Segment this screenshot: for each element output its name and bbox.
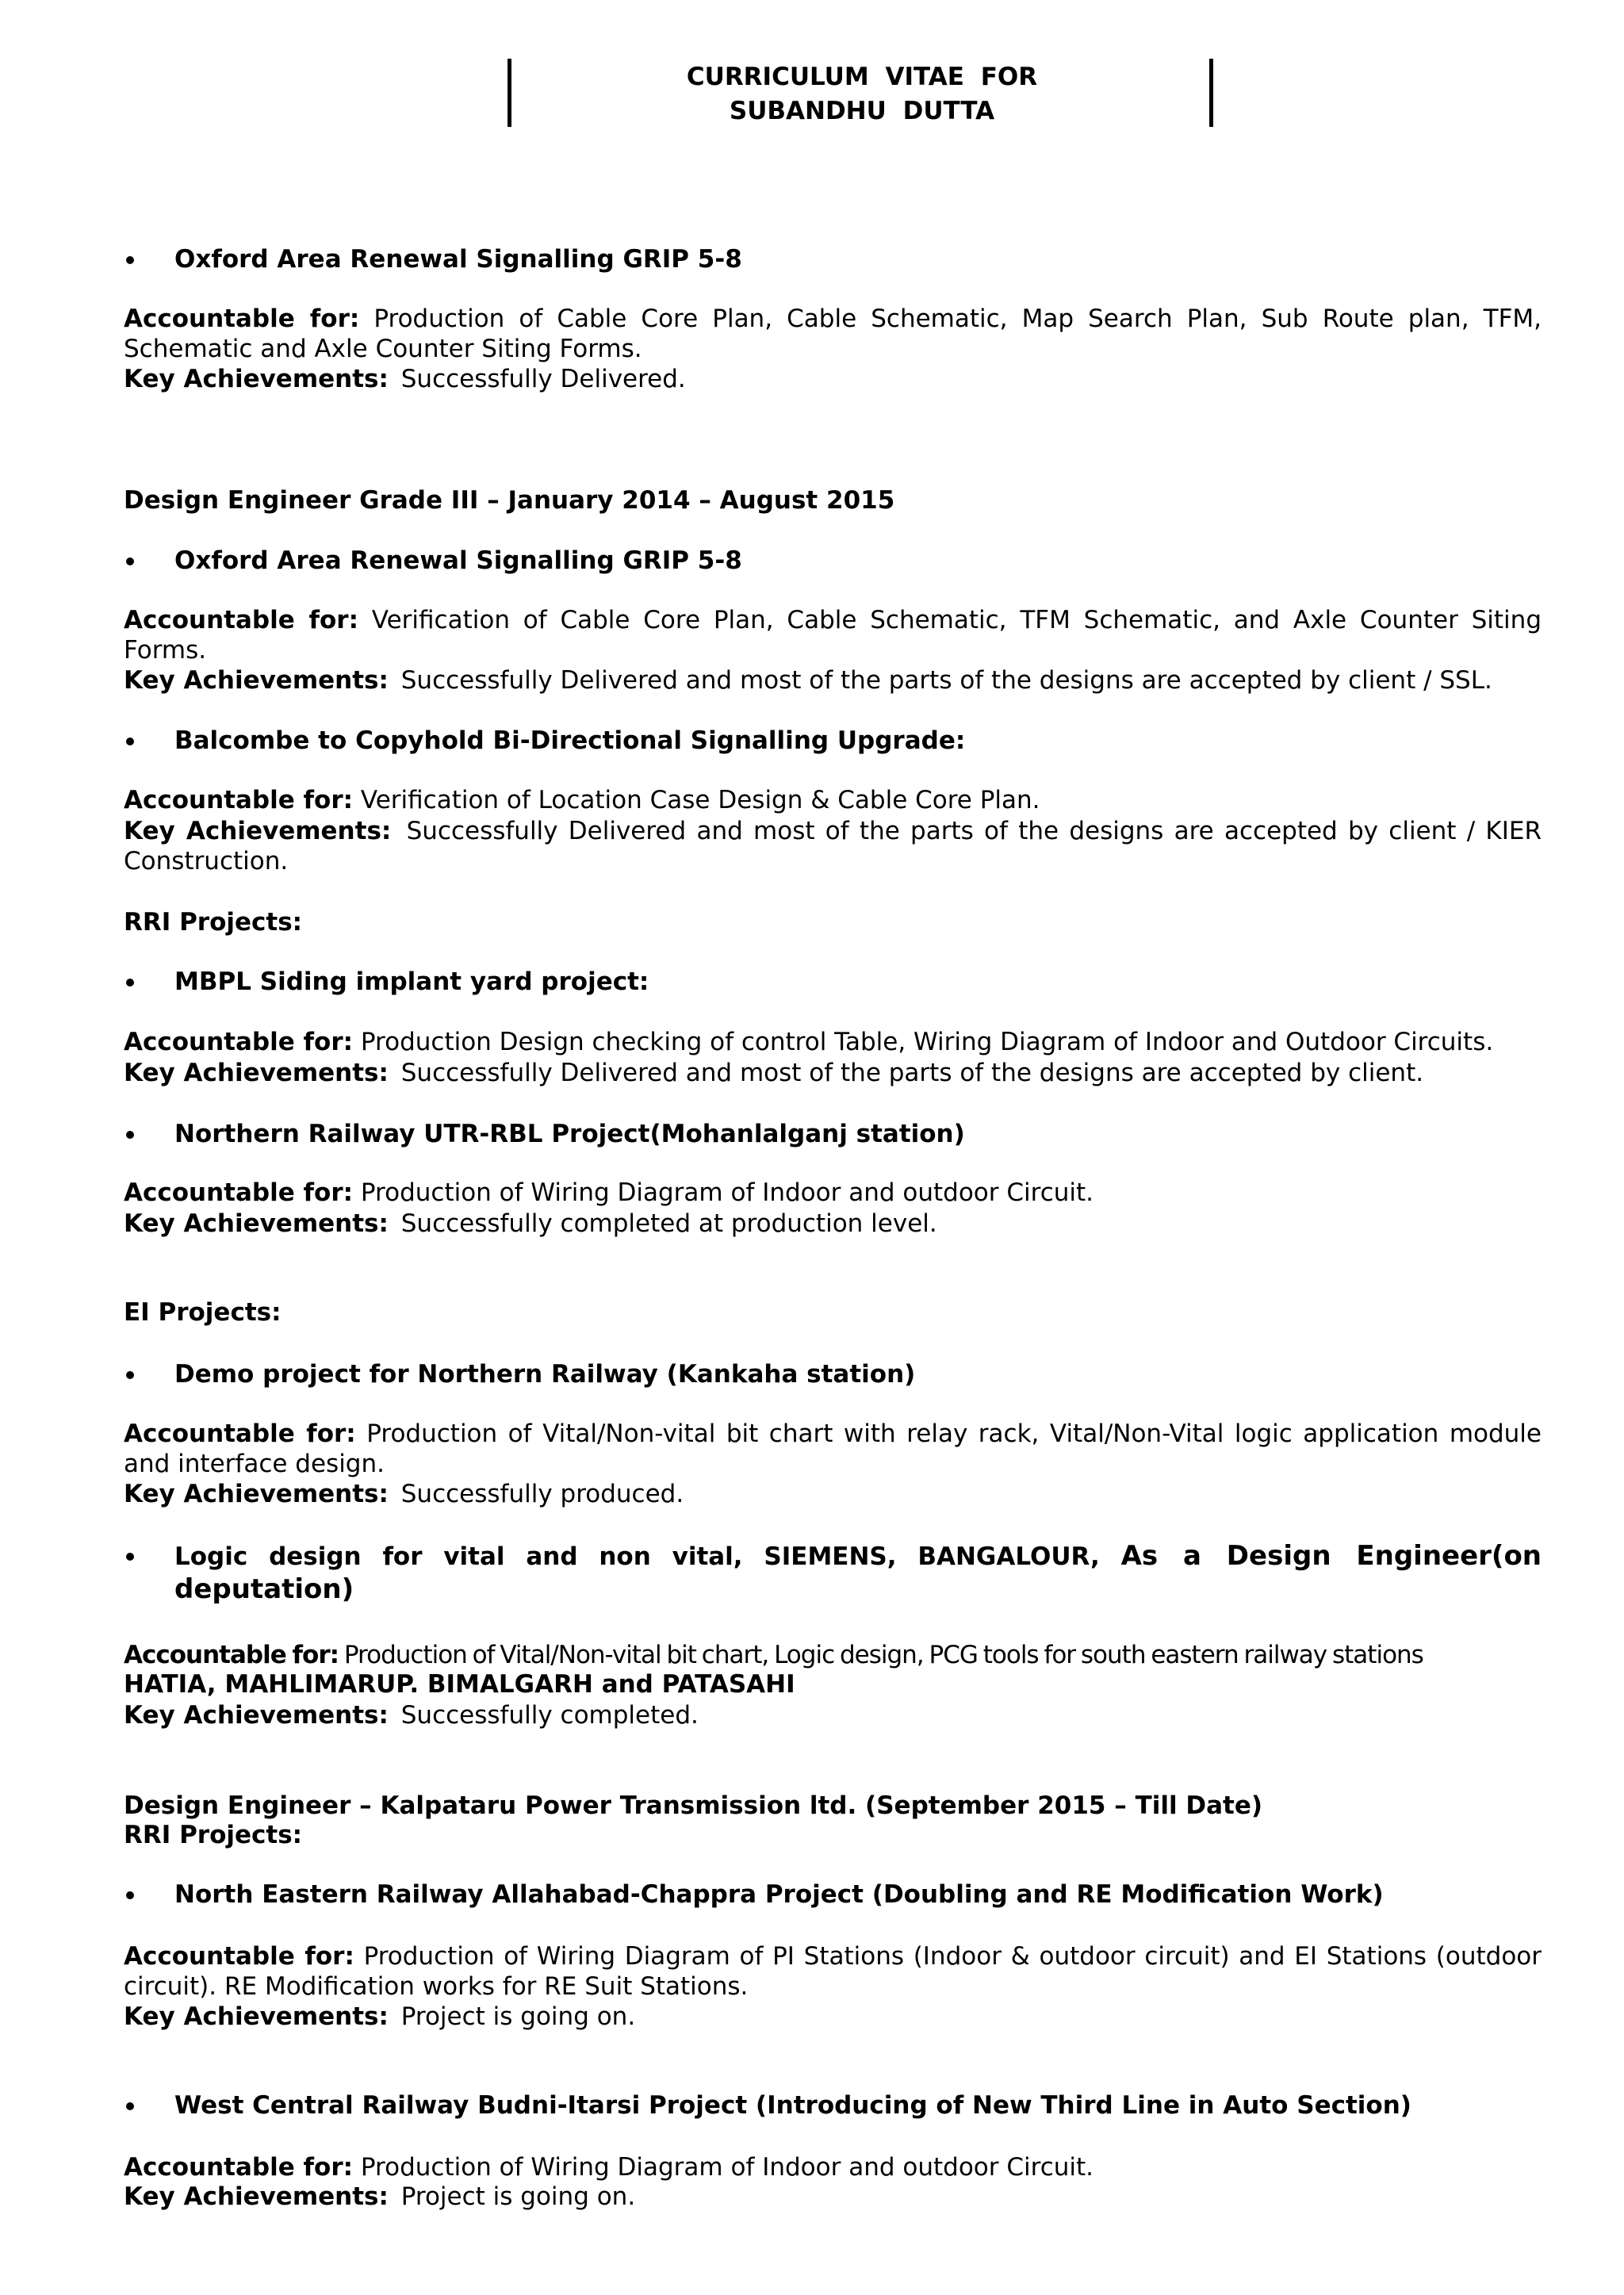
accountable-paragraph [124,1027,1542,1057]
accountable-label: Accountable for: [124,1178,354,1207]
accountable-label: Accountable for: [124,786,354,814]
project-title: Balcombe to Copyhold Bi-Directional Signalling Upgrade: [174,726,966,755]
stations-list: HATIA, MAHLIMARUP. BIMALGARH and PATASAHI [124,1670,795,1699]
achievements-label: Key Achievements: [124,1701,389,1730]
rri-projects-heading: RRI Projects: [124,908,303,937]
achievements-text: Successfully produced. [400,1480,684,1508]
accountable-label: Accountable for: [124,1420,356,1448]
achievements-label: Key Achievements: [124,365,389,393]
bullet-icon [126,256,134,264]
bullet-icon [126,1891,134,1899]
accountable-text: Production of Wiring Diagram of PI Stations (Indoor & outdoor circuit) and EI Stations (outdoor circuit). RE Modification works for RE Suit Stations. [124,1942,1542,2002]
achievements-text: Project is going on. [400,2182,636,2211]
achievements-text: Project is going on. [400,2002,636,2031]
achievements-label: Key Achievements: [124,2002,389,2031]
achievements-paragraph [124,816,1542,877]
achievements-text: Successfully Delivered and most of the parts of the designs are accepted by client. [400,1059,1424,1087]
project-title: Demo project for Northern Railway (Kankaha station) [174,1360,916,1389]
bullet-icon [126,2102,134,2110]
project-item [124,1540,1542,1607]
achievements-text: Successfully Delivered. [400,365,686,393]
achievements-text: Successfully completed at production level. [400,1209,937,1238]
achievements-label: Key Achievements: [124,666,389,695]
bullet-icon [126,979,134,987]
accountable-paragraph [124,304,1542,365]
accountable-paragraph [124,785,1542,815]
title-line-1: CURRICULUM VITAE FOR [686,63,1038,91]
project-title: MBPL Siding implant yard project: [174,967,649,996]
accountable-label: Accountable for: [124,1641,339,1669]
achievements-paragraph [124,1058,1542,1088]
accountable-text: Production of Cable Core Plan, Cable Schematic, Map Search Plan, Sub Route plan, TFM, Schematic and Axle Counter Siting Forms. [124,305,1542,364]
bullet-icon [126,557,134,565]
achievements-paragraph [124,1479,1542,1509]
title-line-2: SUBANDHU DUTTA [729,97,995,125]
achievements-paragraph [124,364,1542,394]
achievements-label: Key Achievements: [124,2182,389,2211]
bullet-icon [126,738,134,745]
achievements-label: Key Achievements: [124,817,392,845]
project-item [124,1879,1542,1910]
accountable-label: Accountable for: [124,1028,354,1056]
project-title: Oxford Area Renewal Signalling GRIP 5-8 [174,245,742,274]
achievements-text: Successfully completed. [400,1701,699,1730]
accountable-text: Production of Vital/Non-vital bit chart with relay rack, Vital/Non-Vital logic application module and interface design. [124,1420,1542,1479]
project-item [124,1119,1542,1149]
accountable-paragraph [124,1640,1542,1670]
achievements-label: Key Achievements: [124,1059,389,1087]
project-item [124,244,1542,274]
accountable-label: Accountable for: [124,2153,354,2182]
role-heading: Design Engineer Grade III – January 2014 – August 2015 [124,486,895,515]
role-heading: Design Engineer – Kalpataru Power Transmission ltd. (September 2015 – Till Date) [124,1791,1263,1820]
accountable-paragraph [124,1419,1542,1480]
achievements-text: Successfully Delivered and most of the parts of the designs are accepted by client / SSL. [400,666,1492,695]
accountable-label: Accountable for: [124,1942,354,1971]
project-item [124,967,1542,997]
accountable-text: Production of Wiring Diagram of Indoor and outdoor Circuit. [360,2153,1094,2182]
project-item [124,726,1542,756]
accountable-text: Verification of Cable Core Plan, Cable Schematic, TFM Schematic, and Axle Counter Siting Forms. [124,606,1542,665]
accountable-paragraph [124,2152,1542,2182]
project-title: Logic design for vital and non vital, SIEMENS, BANGALOUR, [174,1542,1100,1571]
achievements-paragraph [124,1700,1542,1730]
accountable-paragraph [124,1941,1542,2002]
accountable-label: Accountable for: [124,305,360,333]
achievements-label: Key Achievements: [124,1209,389,1238]
bullet-icon [126,1131,134,1139]
ei-projects-heading: EI Projects: [124,1298,282,1327]
achievements-paragraph [124,2182,1542,2212]
achievements-paragraph [124,2002,1542,2032]
project-title: Northern Railway UTR-RBL Project(Mohanlalganj station) [174,1120,965,1148]
achievements-paragraph [124,665,1542,695]
bullet-icon [126,1371,134,1379]
project-title: Oxford Area Renewal Signalling GRIP 5-8 [174,546,742,575]
project-item [124,1359,1542,1389]
accountable-text: Production Design checking of control Table, Wiring Diagram of Indoor and Outdoor Circuits. [360,1028,1494,1056]
project-item [124,546,1542,576]
achievements-label: Key Achievements: [124,1480,389,1508]
accountable-paragraph [124,1178,1542,1208]
accountable-text: Verification of Location Case Design & Cable Core Plan. [360,786,1040,814]
project-title: West Central Railway Budni-Itarsi Project (Introducing of New Third Line in Auto Section) [174,2091,1411,2120]
rri-projects-heading: RRI Projects: [124,1821,303,1849]
project-title: North Eastern Railway Allahabad-Chappra Project (Doubling and RE Modification Work) [174,1880,1384,1909]
accountable-text: Production of Wiring Diagram of Indoor and outdoor Circuit. [360,1178,1094,1207]
accountable-text: Production of Vital/Non-vital bit chart, Logic design, PCG tools for south eastern railway stations [343,1641,1423,1669]
accountable-label: Accountable for: [124,606,358,634]
project-item [124,2090,1542,2121]
accountable-paragraph [124,605,1542,666]
achievements-text: Successfully Delivered and most of the parts of the designs are accepted by client / KIER Construction. [124,817,1542,876]
page-title [509,60,1215,128]
project-role: As a Design Engineer(on deputation) [174,1540,1542,1605]
achievements-paragraph [124,1209,1542,1239]
bullet-icon [126,1553,134,1561]
